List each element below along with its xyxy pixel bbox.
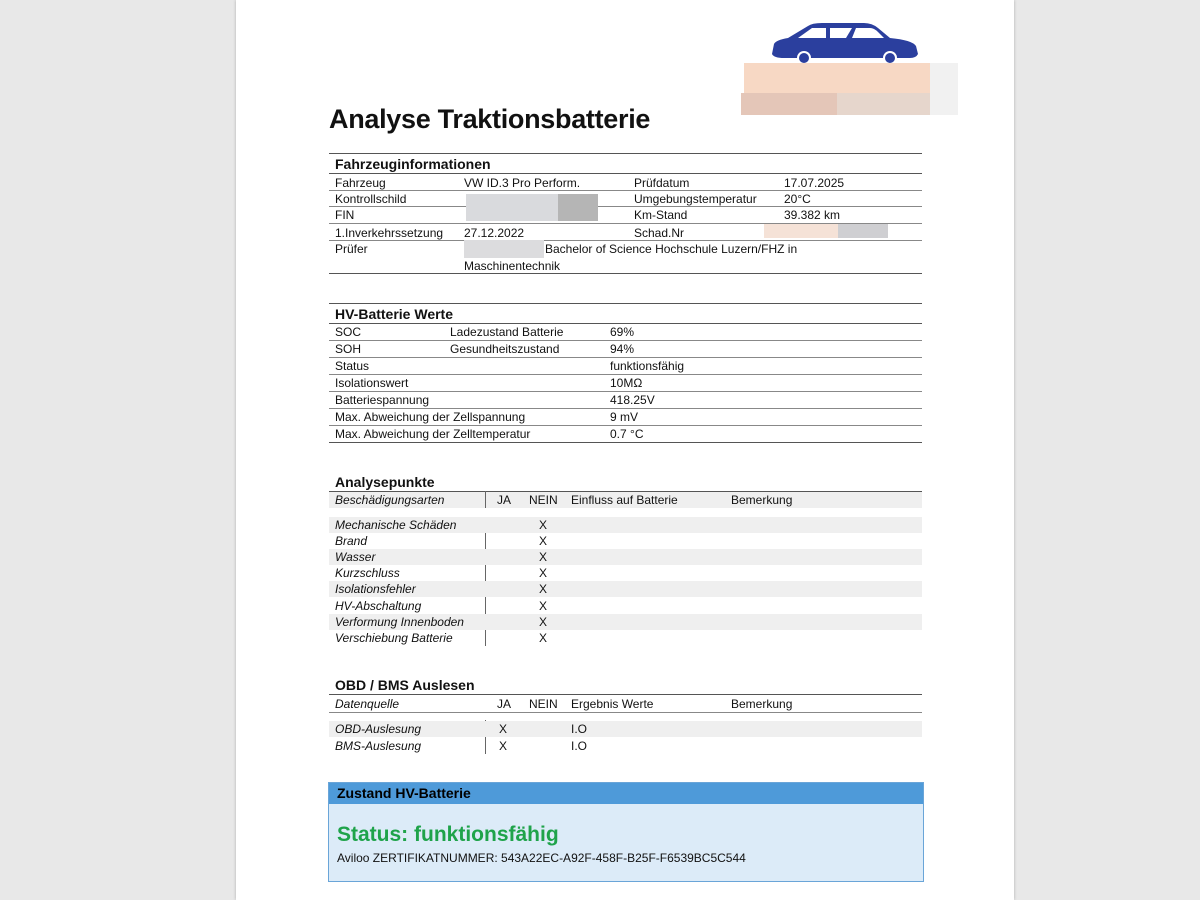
column-header: NEIN <box>529 493 558 507</box>
section-title-fahrzeug: Fahrzeuginformationen <box>335 156 491 172</box>
column-header: Bemerkung <box>731 493 793 507</box>
damage-type: Mechanische Schäden <box>335 518 457 532</box>
hv-value: 9 mV <box>610 410 639 424</box>
column-header: NEIN <box>529 697 558 711</box>
obd-row <box>329 738 922 754</box>
analyse-row <box>329 549 922 565</box>
damage-type: Brand <box>335 534 368 548</box>
damage-type: Verformung Innenboden <box>335 615 464 629</box>
field-label: Km-Stand <box>634 208 688 222</box>
ja-mark: X <box>499 722 508 736</box>
nein-mark: X <box>539 518 548 532</box>
divider <box>329 303 922 304</box>
hv-value: 0.7 °C <box>610 427 644 441</box>
column-header: JA <box>497 697 512 711</box>
field-label: Fahrzeug <box>335 176 386 190</box>
column-header: Datenquelle <box>335 697 400 711</box>
field-value: 27.12.2022 <box>464 226 525 240</box>
obd-header-row <box>329 696 922 712</box>
analyse-row <box>329 533 922 549</box>
data-source: BMS-Auslesung <box>335 739 422 753</box>
redacted-field <box>764 224 838 238</box>
hv-row <box>329 375 922 391</box>
hv-label: Max. Abweichung der Zelltemperatur <box>335 427 531 441</box>
nein-mark: X <box>539 582 548 596</box>
nein-mark: X <box>539 534 548 548</box>
divider <box>329 442 922 443</box>
redacted-field <box>558 194 598 221</box>
examiner-qualification-cont: Maschinentechnik <box>464 259 561 273</box>
redacted-logo-text <box>744 63 930 93</box>
vehicle-row <box>329 191 922 207</box>
battery-condition-title: Zustand HV-Batterie <box>337 785 471 801</box>
field-label: Prüfdatum <box>634 176 690 190</box>
car-logo-icon <box>766 16 926 66</box>
field-label: Umgebungstemperatur <box>634 192 757 206</box>
analyse-row <box>329 517 922 533</box>
analyse-row <box>329 581 922 597</box>
battery-condition-box <box>328 782 924 882</box>
field-label: Prüfer <box>335 242 368 256</box>
data-source: OBD-Auslesung <box>335 722 422 736</box>
field-value: 39.382 km <box>784 208 841 222</box>
hv-desc: Gesundheitszustand <box>450 342 560 356</box>
vehicle-row <box>329 175 922 191</box>
damage-type: Wasser <box>335 550 376 564</box>
column-header: JA <box>497 493 512 507</box>
hv-label: Isolationswert <box>335 376 409 390</box>
divider <box>329 273 922 274</box>
result-value: I.O <box>571 739 588 753</box>
column-header: Einfluss auf Batterie <box>571 493 678 507</box>
field-value: 20°C <box>784 192 811 206</box>
field-value: VW ID.3 Pro Perform. <box>464 176 581 190</box>
redacted-field <box>838 224 888 238</box>
redacted-field <box>464 240 544 258</box>
hv-label: Batteriespannung <box>335 393 430 407</box>
damage-type: Verschiebung Batterie <box>335 631 453 645</box>
obd-row <box>329 721 922 737</box>
certificate-number: Aviloo ZERTIFIKATNUMMER: 543A22EC-A92F-458F-B25F-F6539BC5C544 <box>337 851 746 865</box>
hv-row <box>329 392 922 408</box>
column-header: Ergebnis Werte <box>571 697 654 711</box>
nein-mark: X <box>539 599 548 613</box>
field-label: 1.Inverkehrssetzung <box>335 226 444 240</box>
field-label: FIN <box>335 208 355 222</box>
analyse-row <box>329 565 922 581</box>
hv-row <box>329 426 922 442</box>
nein-mark: X <box>539 631 548 645</box>
hv-row <box>329 341 922 357</box>
redacted-logo-text <box>930 63 958 93</box>
hv-value: 94% <box>610 342 635 356</box>
field-value: 17.07.2025 <box>784 176 845 190</box>
hv-label: SOC <box>335 325 362 339</box>
analyse-row <box>329 614 922 630</box>
hv-value: 10MΩ <box>610 376 643 390</box>
result-value: I.O <box>571 722 588 736</box>
divider <box>485 491 486 508</box>
hv-label: Status <box>335 359 370 373</box>
divider <box>329 153 922 154</box>
hv-label: SOH <box>335 342 362 356</box>
damage-type: Isolationsfehler <box>335 582 416 596</box>
analyse-row <box>329 598 922 614</box>
divider <box>329 712 922 713</box>
examiner-row <box>329 241 922 275</box>
hv-row <box>329 324 922 340</box>
hv-row <box>329 409 922 425</box>
analyse-header-row <box>329 492 922 508</box>
ja-mark: X <box>499 739 508 753</box>
field-label: Schad.Nr <box>634 226 685 240</box>
hv-label: Max. Abweichung der Zellspannung <box>335 410 526 424</box>
vehicle-row <box>329 207 922 223</box>
page-title: Analyse Traktionsbatterie <box>329 104 651 134</box>
hv-value: funktionsfähig <box>610 359 685 373</box>
redacted-field <box>466 194 558 221</box>
battery-condition-header <box>329 783 923 804</box>
hv-value: 418.25V <box>610 393 655 407</box>
divider <box>329 694 922 695</box>
nein-mark: X <box>539 615 548 629</box>
hv-value: 69% <box>610 325 635 339</box>
hv-row <box>329 358 922 374</box>
section-title-obd: OBD / BMS Auslesen <box>335 677 475 693</box>
battery-status: Status: funktionsfähig <box>337 823 559 846</box>
column-header: Beschädigungsarten <box>335 493 445 507</box>
document-page <box>236 0 1014 900</box>
nein-mark: X <box>539 566 548 580</box>
damage-type: HV-Abschaltung <box>335 599 422 613</box>
nein-mark: X <box>539 550 548 564</box>
examiner-qualification: Bachelor of Science Hochschule Luzern/FHZ in <box>545 242 798 256</box>
column-header: Bemerkung <box>731 697 793 711</box>
redacted-logo-text <box>741 93 837 115</box>
divider <box>329 173 922 174</box>
redacted-logo-text <box>837 93 930 115</box>
field-label: Kontrollschild <box>335 192 407 206</box>
hv-desc: Ladezustand Batterie <box>450 325 564 339</box>
redacted-logo-text <box>930 93 958 115</box>
section-title-hv: HV-Batterie Werte <box>335 306 454 322</box>
section-title-analyse: Analysepunkte <box>335 474 435 490</box>
analyse-row <box>329 630 922 646</box>
damage-type: Kurzschluss <box>335 566 400 580</box>
